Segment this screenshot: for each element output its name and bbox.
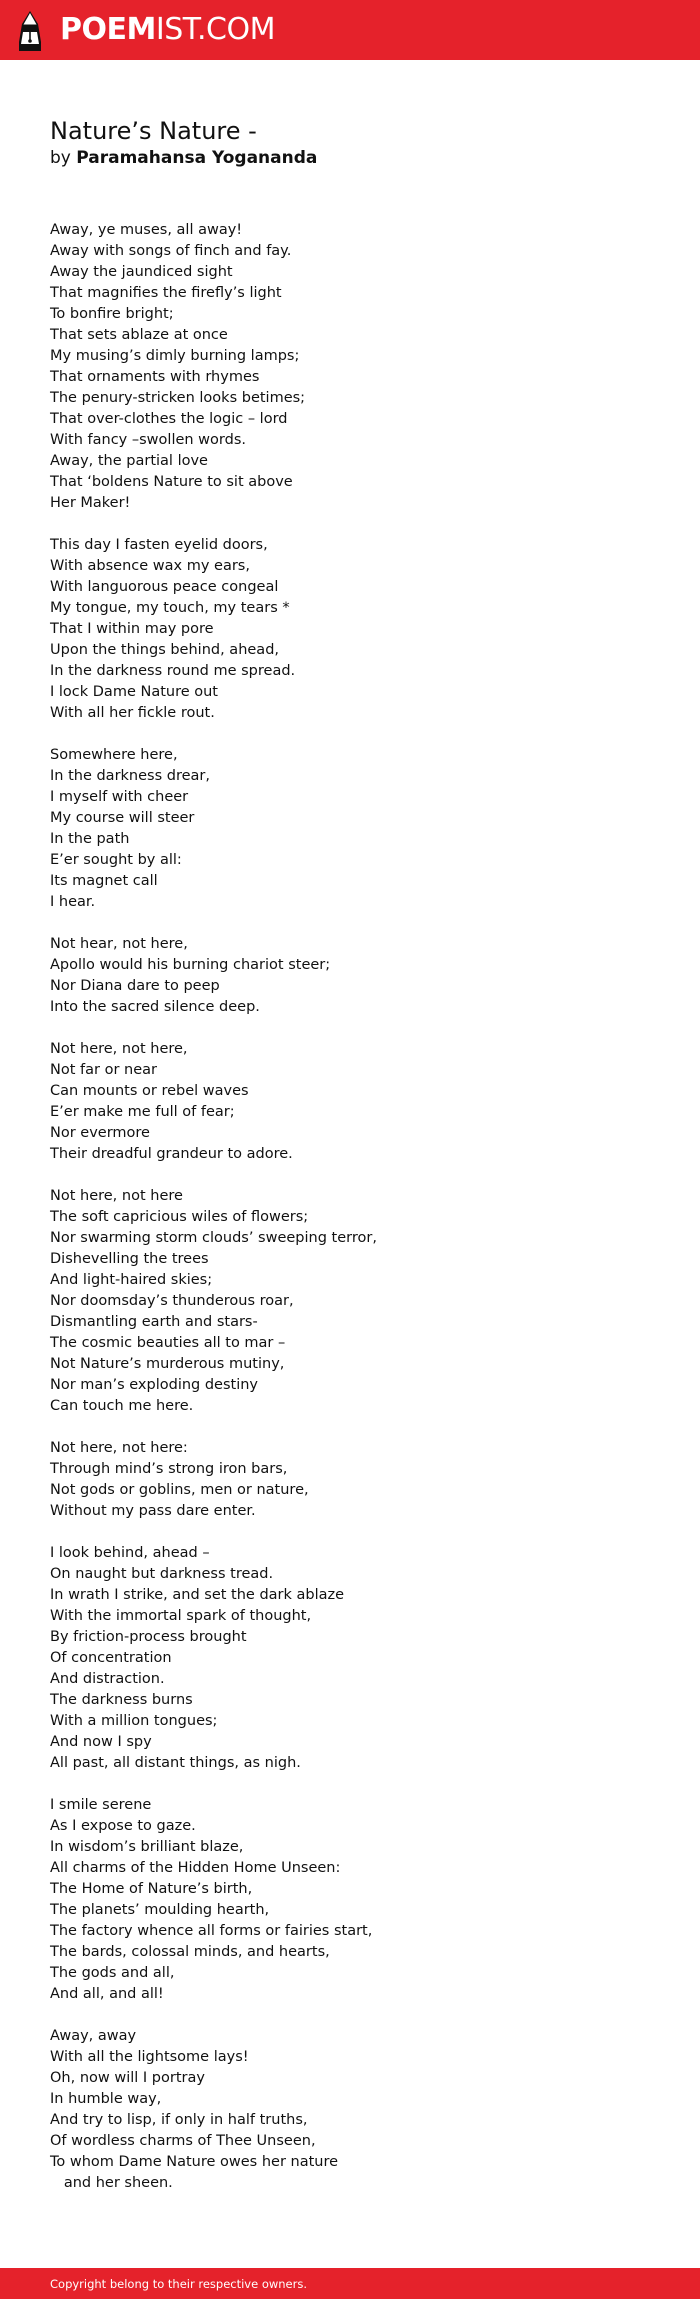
- poem-line: My tongue, my touch, my tears *: [50, 600, 290, 616]
- poem-line: The planets’ moulding hearth,: [50, 1902, 270, 1918]
- poem-line: I myself with cheer: [50, 789, 189, 805]
- logo-bold-text: POEM: [60, 12, 156, 47]
- poem-line: E’er sought by all:: [50, 852, 182, 868]
- poem-stanza: [50, 745, 670, 913]
- poem-line: By friction-process brought: [50, 1629, 247, 1645]
- poem-line: Her Maker!: [50, 495, 131, 511]
- poem-line: The soft capricious wiles of flowers;: [50, 1209, 309, 1225]
- poem-line: In the darkness round me spread.: [50, 663, 296, 679]
- poem-line: In humble way,: [50, 2091, 162, 2107]
- poem-line: Away, the partial love: [50, 453, 208, 469]
- poem-line: To bonfire bright;: [50, 306, 174, 322]
- poem-line: That ornaments with rhymes: [50, 369, 260, 385]
- poem-line: Can mounts or rebel waves: [50, 1083, 249, 1099]
- poem-line: With languorous peace congeal: [50, 579, 279, 595]
- pen-nib-logo-icon[interactable]: [17, 10, 43, 52]
- poem-line: Away, ye muses, all away!: [50, 222, 243, 238]
- poem-line: Not gods or goblins, men or nature,: [50, 1482, 309, 1498]
- poem-body: [50, 220, 670, 2215]
- poem-line: This day I fasten eyelid doors,: [50, 537, 268, 553]
- poem-line: Nor man’s exploding destiny: [50, 1377, 259, 1393]
- poem-line: The bards, colossal minds, and hearts,: [50, 1944, 330, 1960]
- copyright-notice: Copyright belong to their respective owners.: [50, 2277, 308, 2291]
- poem-title: Nature’s Nature -: [50, 117, 257, 145]
- poem-line: E’er make me full of fear;: [50, 1104, 235, 1120]
- logo-light-text: IST.COM: [155, 12, 275, 47]
- poem-line: Without my pass dare enter.: [50, 1503, 256, 1519]
- poem-line: Nor swarming storm clouds’ sweeping terror,: [50, 1230, 377, 1246]
- poem-stanza: [50, 1186, 670, 1417]
- poem-line: Nor Diana dare to peep: [50, 978, 220, 994]
- poem-line: I hear.: [50, 894, 96, 910]
- poem-line: Of wordless charms of Thee Unseen,: [50, 2133, 316, 2149]
- poem-line: That I within may pore: [50, 621, 214, 637]
- poem-stanza: [50, 1438, 670, 1522]
- poem-line: All charms of the Hidden Home Unseen:: [50, 1860, 341, 1876]
- poem-line: In wisdom’s brilliant blaze,: [50, 1839, 244, 1855]
- poem-line: On naught but darkness tread.: [50, 1566, 274, 1582]
- poem-line: Into the sacred silence deep.: [50, 999, 260, 1015]
- byline: [50, 147, 317, 169]
- poem-line: I smile serene: [50, 1797, 152, 1813]
- poem-line: The darkness burns: [50, 1692, 193, 1708]
- poem-line: Away, away: [50, 2028, 137, 2044]
- poem-line: My course will steer: [50, 810, 195, 826]
- poem-line: Somewhere here,: [50, 747, 178, 763]
- poem-line: With the immortal spark of thought,: [50, 1608, 312, 1624]
- poem-line: Oh, now will I portray: [50, 2070, 205, 2086]
- poem-line: Away with songs of finch and fay.: [50, 243, 292, 259]
- site-header: [0, 0, 700, 60]
- poem-line: And light-haired skies;: [50, 1272, 213, 1288]
- poem-line: That ‘boldens Nature to sit above: [50, 474, 293, 490]
- poem-line: Its magnet call: [50, 873, 158, 889]
- poem-line: And try to lisp, if only in half truths,: [50, 2112, 308, 2128]
- poem-line: Not hear, not here,: [50, 936, 188, 952]
- poem-line: I lock Dame Nature out: [50, 684, 218, 700]
- poem-line: Apollo would his burning chariot steer;: [50, 957, 331, 973]
- poem-line: That magnifies the firefly’s light: [50, 285, 282, 301]
- poem-line: Nor doomsday’s thunderous roar,: [50, 1293, 294, 1309]
- poem-line: In the darkness drear,: [50, 768, 210, 784]
- poem-line: Can touch me here.: [50, 1398, 194, 1414]
- poem-line: Dismantling earth and stars-: [50, 1314, 258, 1330]
- poem-line: Away the jaundiced sight: [50, 264, 233, 280]
- poem-line: And now I spy: [50, 1734, 152, 1750]
- poem-line: With a million tongues;: [50, 1713, 218, 1729]
- poem-line: That sets ablaze at once: [50, 327, 228, 343]
- poem-stanza: [50, 2026, 670, 2194]
- author-name[interactable]: Paramahansa Yogananda: [76, 148, 318, 168]
- poem-line: As I expose to gaze.: [50, 1818, 196, 1834]
- poem-stanza: [50, 934, 670, 1018]
- poem-line: Upon the things behind, ahead,: [50, 642, 280, 658]
- poem-line: Not here, not here,: [50, 1041, 188, 1057]
- poem-line: Nor evermore: [50, 1125, 150, 1141]
- site-logo[interactable]: [60, 14, 275, 46]
- poem-line: With absence wax my ears,: [50, 558, 250, 574]
- poem-line: And distraction.: [50, 1671, 165, 1687]
- poem-stanza: [50, 535, 670, 724]
- poem-line: In the path: [50, 831, 130, 847]
- poem-line: Not here, not here: [50, 1188, 183, 1204]
- poem-line: With all the lightsome lays!: [50, 2049, 249, 2065]
- poem-line: Of concentration: [50, 1650, 172, 1666]
- poem-line: Not here, not here:: [50, 1440, 188, 1456]
- poem-line: And all, and all!: [50, 1986, 164, 2002]
- poem-stanza: [50, 1543, 670, 1774]
- poem-line: The gods and all,: [50, 1965, 175, 1981]
- poem-line: Not Nature’s murderous mutiny,: [50, 1356, 285, 1372]
- poem-line: The penury-stricken looks betimes;: [50, 390, 306, 406]
- poem-stanza: [50, 220, 670, 514]
- poem-line: The factory whence all forms or fairies start,: [50, 1923, 373, 1939]
- poem-line: Dishevelling the trees: [50, 1251, 209, 1267]
- poem-line: All past, all distant things, as nigh.: [50, 1755, 301, 1771]
- poem-stanza: [50, 1795, 670, 2005]
- poem-line: In wrath I strike, and set the dark ablaze: [50, 1587, 345, 1603]
- poem-line: The Home of Nature’s birth,: [50, 1881, 253, 1897]
- poem-line: To whom Dame Nature owes her nature: [50, 2154, 339, 2170]
- byline-prefix: by: [50, 148, 71, 168]
- poem-line: Not far or near: [50, 1062, 157, 1078]
- poem-line: My musing’s dimly burning lamps;: [50, 348, 300, 364]
- poem-stanza: [50, 1039, 670, 1165]
- site-footer: [0, 2268, 700, 2299]
- poem-line: The cosmic beauties all to mar –: [50, 1335, 286, 1351]
- poem-line: With all her fickle rout.: [50, 705, 215, 721]
- poem-line: and her sheen.: [50, 2175, 173, 2191]
- poem-line: Their dreadful grandeur to adore.: [50, 1146, 293, 1162]
- poem-line: I look behind, ahead –: [50, 1545, 210, 1561]
- poem-line: That over-clothes the logic – lord: [50, 411, 288, 427]
- poem-line: Through mind’s strong iron bars,: [50, 1461, 288, 1477]
- poem-line: With fancy –swollen words.: [50, 432, 246, 448]
